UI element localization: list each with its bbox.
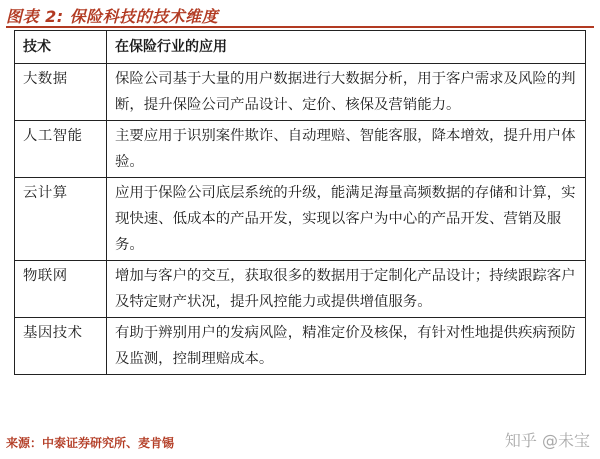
tech-cell: 大数据 — [15, 64, 107, 121]
tech-table — [14, 30, 586, 375]
table-row — [15, 261, 586, 318]
table-row — [15, 64, 586, 121]
tech-cell: 云计算 — [15, 178, 107, 261]
application-cell: 保险公司基于大量的用户数据进行大数据分析，用于客户需求及风险的判断，提升保险公司产品设计、定价、核保及营销能力。 — [107, 64, 586, 121]
watermark: 知乎 @未宝 — [504, 431, 590, 450]
source-note: 来源：中泰证券研究所、麦肯锡 — [6, 436, 175, 450]
header-tech: 技术 — [15, 31, 107, 64]
tech-cell: 物联网 — [15, 261, 107, 318]
title-rule — [6, 26, 594, 28]
application-cell: 主要应用于识别案件欺诈、自动理赔、智能客服，降本增效，提升用户体验。 — [107, 121, 586, 178]
table-row — [15, 318, 586, 375]
tech-cell: 基因技术 — [15, 318, 107, 375]
table-row — [15, 121, 586, 178]
application-cell: 应用于保险公司底层系统的升级，能满足海量高频数据的存储和计算，实现快速、低成本的产品开发，实现以客户为中心的产品开发、营销及服务。 — [107, 178, 586, 261]
application-cell: 有助于辨别用户的发病风险，精准定价及核保，有针对性地提供疾病预防及监测，控制理赔成本。 — [107, 318, 586, 375]
figure-title: 图表 2: 保险科技的技术维度 — [6, 7, 219, 26]
table-header-row — [15, 31, 586, 64]
tech-cell: 人工智能 — [15, 121, 107, 178]
application-cell: 增加与客户的交互，获取很多的数据用于定制化产品设计；持续跟踪客户及特定财产状况，提升风控能力或提供增值服务。 — [107, 261, 586, 318]
table-row — [15, 178, 586, 261]
header-application: 在保险行业的应用 — [107, 31, 586, 64]
